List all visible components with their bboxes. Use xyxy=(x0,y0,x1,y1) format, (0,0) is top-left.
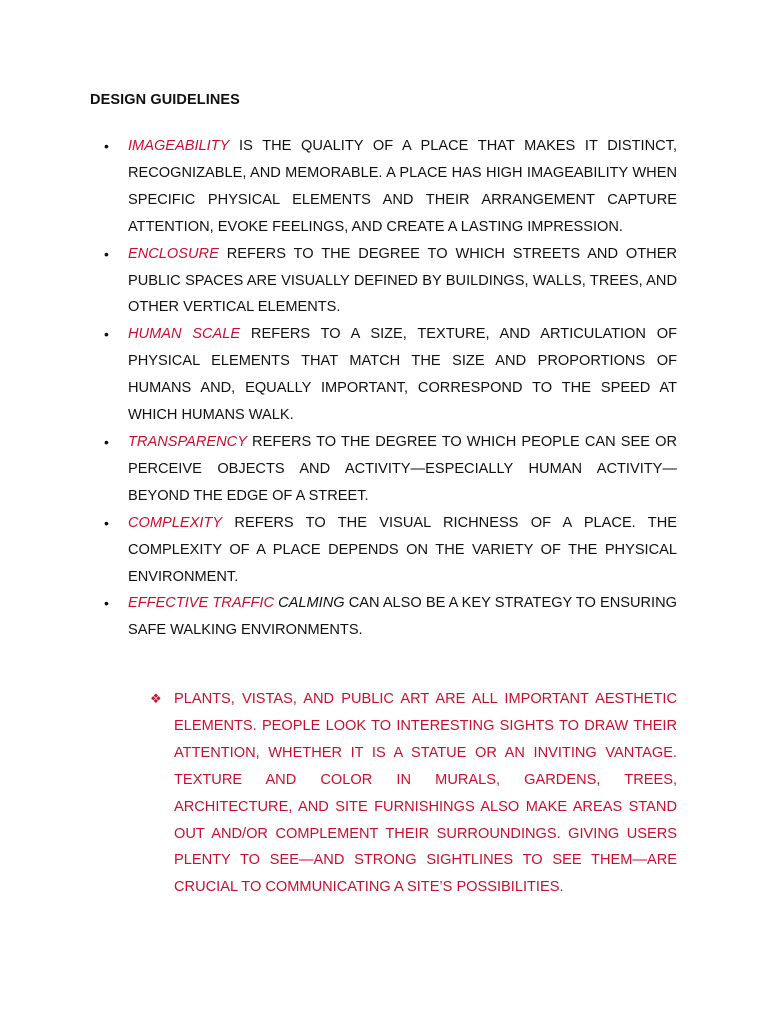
list-item-traffic-calming xyxy=(104,590,678,644)
list-item-enclosure xyxy=(104,241,677,322)
page-title: DESIGN GUIDELINES xyxy=(90,92,240,108)
guideline-term: ENCLOSURE xyxy=(128,245,219,262)
guideline-term: TRANSPARENCY xyxy=(128,433,247,450)
guideline-list xyxy=(104,133,678,644)
bullet-icon: • xyxy=(104,245,109,262)
list-item-transparency xyxy=(104,429,677,510)
aesthetic-note xyxy=(150,686,677,901)
guideline-text: REFERS TO THE VISUAL RICHNESS OF A PLACE. THE COMPLEXITY OF A PLACE DEPENDS ON THE VARIETY OF THE PHYSICAL ENVIRONMENT. xyxy=(128,514,677,585)
guideline-term: COMPLEXITY xyxy=(128,514,223,531)
bullet-icon: • xyxy=(104,138,109,154)
guideline-term: HUMAN SCALE xyxy=(128,326,241,343)
bullet-icon: • xyxy=(104,595,109,612)
guideline-text: CAN ALSO BE A KEY STRATEGY TO ENSURING SAFE WALKING ENVIRONMENTS. xyxy=(128,595,678,639)
bullet-icon: • xyxy=(104,433,109,450)
bullet-icon: • xyxy=(104,326,109,343)
guideline-text: IS THE QUALITY OF A PLACE THAT MAKES IT DISTINCT, RECOGNIZABLE, AND MEMORABLE. A PLACE HAS HIGH IMAGEABILITY WHEN SPECIFIC PHYSICAL ELEMENTS AND THEIR ARRANGEMENT CAPTURE ATTENTION, EVOKE FEELINGS, AND CREATE A LASTING IMPRESSION. xyxy=(128,138,677,235)
note-text: PLANTS, VISTAS, AND PUBLIC ART ARE ALL IMPORTANT AESTHETIC ELEMENTS. PEOPLE LOOK TO INTERESTING SIGHTS TO DRAW THEIR ATTENTION, WHETHER IT IS A STATUE OR AN INVITING VANTAGE. TEXTURE AND COLOR IN MURALS, GARDENS, TREES, ARCHITECTURE, AND SITE FURNISHINGS ALSO MAKE AREAS STAND OUT AND/OR COMPLEMENT THEIR SURROUNDINGS. GIVING USERS PLENTY TO SEE—AND STRONG SIGHTLINES TO SEE THEM—ARE CRUCIAL TO COMMUNICATING A SITE’S POSSIBILITIES. xyxy=(174,691,677,896)
bullet-icon: • xyxy=(104,514,109,531)
list-item-imageability xyxy=(104,133,677,241)
guideline-text: REFERS TO THE DEGREE TO WHICH STREETS AND OTHER PUBLIC SPACES ARE VISUALLY DEFINED BY BUILDINGS, WALLS, TREES, AND OTHER VERTICAL ELEMENTS. xyxy=(128,245,677,316)
guideline-term: IMAGEABILITY xyxy=(128,138,230,154)
list-item-complexity xyxy=(104,510,677,591)
guideline-term: EFFECTIVE TRAFFIC xyxy=(128,595,274,612)
guideline-text: REFERS TO A SIZE, TEXTURE, AND ARTICULATION OF PHYSICAL ELEMENTS THAT MATCH THE SIZE AND PROPORTIONS OF HUMANS AND, EQUALLY IMPORTANT, CORRESPOND TO THE SPEED AT WHICH HUMANS WALK. xyxy=(128,326,677,424)
diamond-bullet-icon: ❖ xyxy=(150,691,162,706)
guideline-text: REFERS TO THE DEGREE TO WHICH PEOPLE CAN SEE OR PERCEIVE OBJECTS AND ACTIVITY—ESPECIALLY HUMAN ACTIVITY— BEYOND THE EDGE OF A STREET. xyxy=(128,433,677,504)
list-item-human-scale xyxy=(104,321,677,429)
guideline-term-plain: CALMING xyxy=(274,595,345,612)
